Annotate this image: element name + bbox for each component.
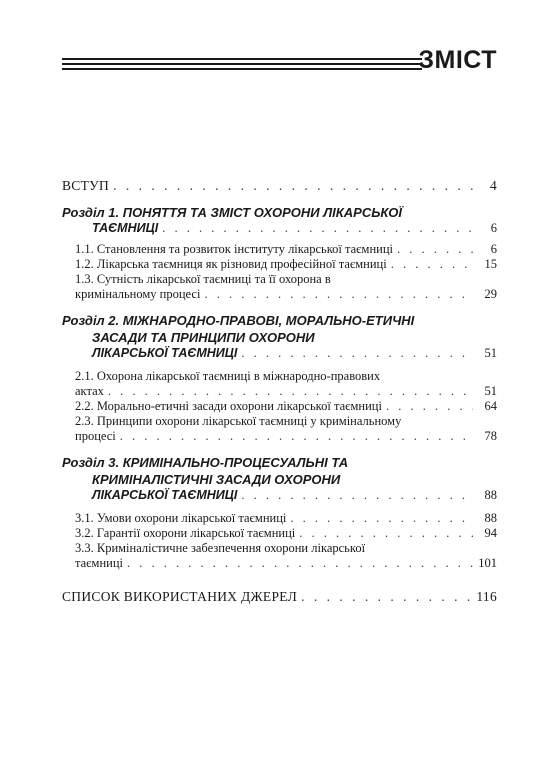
section-title: 2.2. Морально-етичні засади охорони лікарської таємниці bbox=[75, 399, 382, 413]
section-title: 3.1. Умови охорони лікарської таємниці bbox=[75, 511, 287, 525]
section-title: процесі bbox=[75, 429, 116, 443]
toc-page-number: 51 bbox=[484, 346, 497, 360]
toc-section bbox=[75, 399, 497, 414]
chapter-title: ЗАСАДИ ТА ПРИНЦИПИ ОХОРОНИ bbox=[92, 330, 315, 345]
leader-dots bbox=[204, 287, 473, 302]
toc-page-number: 88 bbox=[484, 488, 497, 502]
toc-page-number: 6 bbox=[490, 221, 497, 235]
toc-section bbox=[75, 257, 497, 272]
toc-sections-2 bbox=[62, 369, 497, 444]
chapter-title: КРИМІНАЛЬНО-ПРОЦЕСУАЛЬНІ ТА bbox=[122, 455, 349, 470]
chapter-title: ЛІКАРСЬКОЇ ТАЄМНИЦІ bbox=[92, 346, 238, 360]
section-title: 1.2. Лікарська таємниця як різновид професійної таємниці bbox=[75, 257, 387, 271]
chapter-title: ПОНЯТТЯ ТА ЗМІСТ ОХОРОНИ ЛІКАРСЬКОЇ bbox=[122, 205, 402, 220]
section-title: 3.2. Гарантії охорони лікарської таємниці bbox=[75, 526, 296, 540]
leader-dots bbox=[299, 526, 473, 541]
leader-dots bbox=[108, 384, 473, 399]
toc-section bbox=[75, 384, 497, 399]
chapter-label: Розділ 2. bbox=[62, 313, 120, 328]
chapter-heading-line bbox=[62, 454, 497, 471]
chapter-title-last-line bbox=[62, 221, 497, 236]
chapter-title-last-line bbox=[62, 346, 497, 361]
chapter-heading-line bbox=[62, 312, 497, 329]
toc-page-number: 6 bbox=[490, 242, 497, 256]
toc-chapter-2 bbox=[62, 312, 497, 361]
leader-dots bbox=[241, 488, 473, 503]
toc-page-number: 78 bbox=[484, 429, 497, 443]
toc-entry-references bbox=[62, 589, 497, 605]
toc-entry-label: ВСТУП bbox=[62, 178, 110, 193]
chapter-title: ЛІКАРСЬКОЇ ТАЄМНИЦІ bbox=[92, 488, 238, 502]
section-title: 2.1. Охорона лікарської таємниці в міжнародно-правових bbox=[75, 369, 381, 383]
toc-page-number: 116 bbox=[476, 589, 497, 604]
leader-dots bbox=[397, 242, 473, 257]
header-rule bbox=[62, 58, 422, 60]
toc-page-number: 88 bbox=[484, 511, 497, 525]
leader-dots bbox=[290, 511, 473, 526]
section-title: 1.1. Становлення та розвиток інституту лікарської таємниці bbox=[75, 242, 393, 256]
toc-sections-3 bbox=[62, 511, 497, 571]
toc-entry-label: СПИСОК ВИКОРИСТАНИХ ДЖЕРЕЛ bbox=[62, 589, 298, 604]
toc-chapter-1 bbox=[62, 204, 497, 236]
toc-section bbox=[75, 526, 497, 541]
leader-dots bbox=[386, 399, 473, 414]
toc-page-number: 15 bbox=[484, 257, 497, 271]
toc-page-number: 101 bbox=[478, 556, 497, 570]
section-title: 3.3. Криміналістичне забезпечення охорони лікарської bbox=[75, 541, 366, 555]
table-of-contents bbox=[62, 178, 497, 605]
chapter-heading-line bbox=[62, 204, 497, 221]
leader-dots bbox=[113, 178, 473, 194]
toc-page-number: 4 bbox=[489, 178, 497, 193]
chapter-title-last-line bbox=[62, 488, 497, 503]
chapter-label: Розділ 1. bbox=[62, 205, 120, 220]
toc-section bbox=[75, 429, 497, 444]
section-title: таємниці bbox=[75, 556, 123, 570]
header-rule bbox=[62, 63, 422, 65]
toc-page-number: 29 bbox=[484, 287, 497, 301]
header-rule bbox=[62, 68, 422, 70]
page-header bbox=[62, 48, 497, 78]
leader-dots bbox=[120, 429, 473, 444]
toc-section bbox=[75, 511, 497, 526]
section-title: 2.3. Принципи охорони лікарської таємниці у кримінальному bbox=[75, 414, 402, 428]
toc-sections-1 bbox=[62, 242, 497, 302]
toc-page-number: 51 bbox=[484, 384, 497, 398]
leader-dots bbox=[391, 257, 473, 272]
toc-page-number: 94 bbox=[484, 526, 497, 540]
section-title: 1.3. Сутність лікарської таємниці та її охорона в bbox=[75, 272, 331, 286]
leader-dots bbox=[162, 221, 473, 236]
section-title: кримінальному процесі bbox=[75, 287, 201, 301]
page-title: ЗМІСТ bbox=[418, 46, 497, 74]
chapter-title: МІЖНАРОДНО-ПРАВОВІ, МОРАЛЬНО-ЕТИЧНІ bbox=[122, 313, 415, 328]
leader-dots bbox=[241, 346, 473, 361]
section-title: актах bbox=[75, 384, 104, 398]
chapter-label: Розділ 3. bbox=[62, 455, 120, 470]
toc-page-number: 64 bbox=[484, 399, 497, 413]
header-rules bbox=[62, 58, 422, 73]
toc-section bbox=[75, 556, 497, 571]
toc-section bbox=[75, 242, 497, 257]
leader-dots bbox=[301, 589, 472, 605]
leader-dots bbox=[127, 556, 473, 571]
chapter-title: ТАЄМНИЦІ bbox=[92, 221, 159, 235]
chapter-title: КРИМІНАЛІСТИЧНІ ЗАСАДИ ОХОРОНИ bbox=[92, 472, 341, 487]
toc-section bbox=[75, 287, 497, 302]
toc-chapter-3 bbox=[62, 454, 497, 503]
toc-entry-intro bbox=[62, 178, 497, 194]
